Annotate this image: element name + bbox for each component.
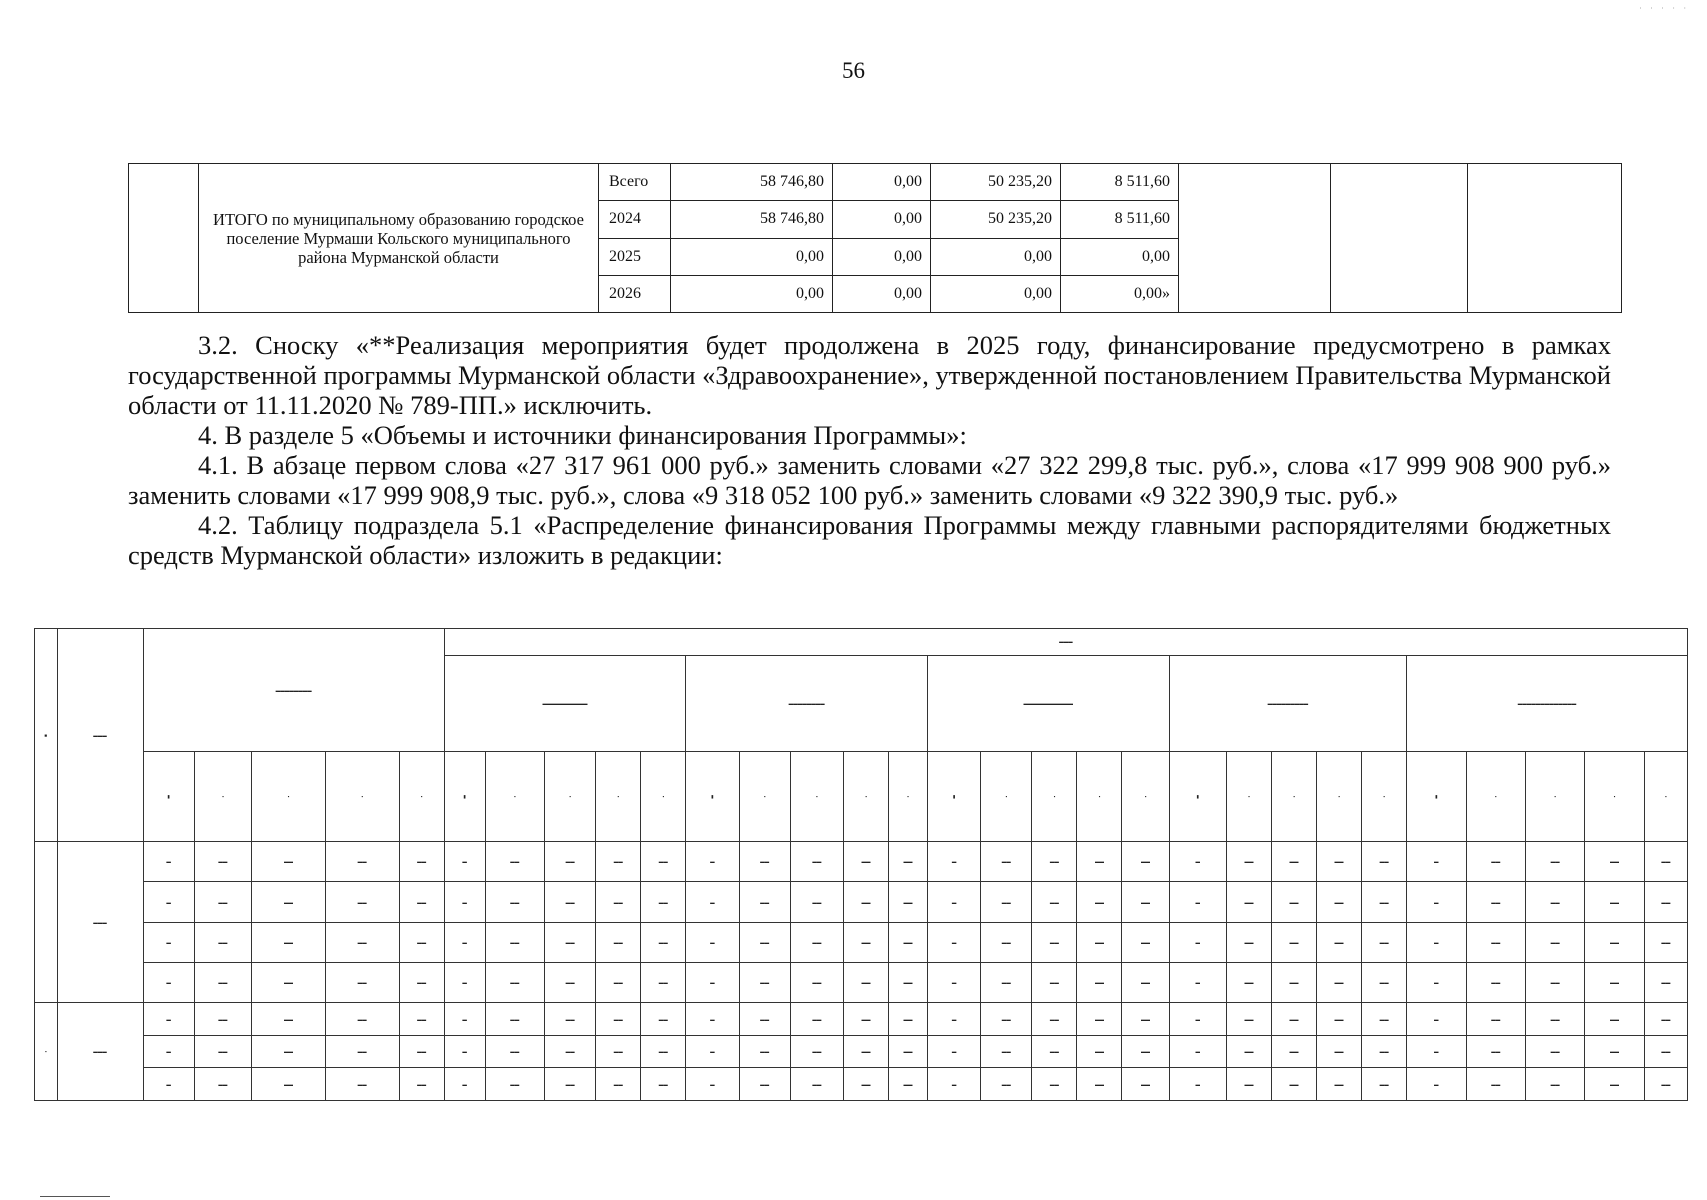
data-cell: ▬▬: [1585, 842, 1644, 882]
data-cell: ▬▬: [889, 1003, 928, 1036]
data-cell: ▬▬: [252, 1068, 326, 1101]
data-cell: ▬: [686, 882, 739, 922]
paragraph: 4.1. В абзаце первом слова «27 317 961 000 руб.» заменить словами «27 322 299,8 тыс. руб.», слова «17 999 908 900 руб.» заменить словами «17 999 908,9 тыс. руб.», слова «9 318 052 100 руб.» заменить словами «9 322 390,9 тыс. руб.»: [128, 450, 1611, 510]
value-cell: 0,00: [833, 275, 931, 312]
data-cell: ▬▬: [790, 1035, 843, 1068]
data-cell: ▬▬: [1077, 1068, 1122, 1101]
header-cell: ▬▬▬▬▬▬▬▬▬▬▬: [927, 655, 1169, 751]
data-cell: ▬▬: [544, 922, 595, 962]
data-cell: ▬: [444, 1068, 485, 1101]
data-cell: ▬▬: [544, 1068, 595, 1101]
header-cell: ▪: [1585, 752, 1644, 842]
value-cell: 0,00: [931, 275, 1061, 312]
data-cell: ▬▬: [1122, 922, 1169, 962]
data-cell: ▬: [927, 1003, 980, 1036]
data-cell: ▬: [1169, 922, 1226, 962]
data-cell: ▬▬: [325, 1035, 399, 1068]
data-cell: ▬: [1169, 963, 1226, 1003]
data-cell: ▬▬: [981, 882, 1032, 922]
value-cell: 50 235,20: [931, 164, 1061, 201]
data-cell: ▬▬: [981, 1035, 1032, 1068]
data-cell: ▬▬: [544, 1003, 595, 1036]
data-cell: ▬: [1169, 1003, 1226, 1036]
data-cell: ▬▬: [1032, 842, 1077, 882]
data-cell: ▬: [686, 842, 739, 882]
data-cell: ▬▬: [194, 963, 251, 1003]
data-cell: ▬▬: [1644, 922, 1687, 962]
data-cell: ▬▬: [1525, 922, 1584, 962]
header-cell: ▪: [596, 752, 641, 842]
data-cell: ▬: [1407, 922, 1466, 962]
data-cell: ▬▬: [1032, 882, 1077, 922]
value-cell: 50 235,20: [931, 201, 1061, 238]
header-cell: ▬▬▬▬▬▬▬▬▬▬▬▬▬: [1407, 655, 1688, 751]
data-cell: ▬▬: [641, 963, 686, 1003]
data-cell: ▬▬: [981, 1003, 1032, 1036]
data-cell: ▬▬: [1317, 1035, 1362, 1068]
data-cell: ▬▬: [790, 1068, 843, 1101]
value-cell: 0,00: [833, 164, 931, 201]
header-cell: ▪: [252, 752, 326, 842]
data-cell: ▬▬: [1362, 842, 1407, 882]
header-cell: ▪: [1122, 752, 1169, 842]
data-cell: ▬▬: [596, 842, 641, 882]
data-cell: ▬▬: [1032, 1068, 1077, 1101]
data-cell: ▬▬: [889, 1035, 928, 1068]
data-cell: ▬▬: [1122, 963, 1169, 1003]
data-cell: ▬▬: [1317, 1068, 1362, 1101]
data-cell: ▬▬: [1032, 922, 1077, 962]
data-cell: ▬▬: [485, 842, 544, 882]
table-row: [35, 1003, 1688, 1036]
row-label-cell: ▬▬▬: [57, 1003, 143, 1101]
data-cell: ▬▬: [325, 963, 399, 1003]
data-cell: ▬▬: [1077, 1003, 1122, 1036]
data-cell: ▬: [927, 963, 980, 1003]
data-cell: ▬: [1407, 882, 1466, 922]
header-cell: ▪: [1644, 752, 1687, 842]
data-cell: ▬▬: [194, 922, 251, 962]
data-cell: ▬▬: [1466, 882, 1525, 922]
data-cell: ▬▬: [596, 1003, 641, 1036]
value-cell: 0,00: [671, 275, 833, 312]
data-cell: ▬▬: [399, 842, 444, 882]
header-cell: ▮: [444, 752, 485, 842]
header-cell: ▪: [399, 752, 444, 842]
data-cell: ▬: [927, 1035, 980, 1068]
data-cell: ▬▬: [1585, 1035, 1644, 1068]
data-cell: ▬▬: [1271, 1068, 1316, 1101]
data-cell: ▬▬: [1362, 1068, 1407, 1101]
data-cell: ▬▬: [1226, 963, 1271, 1003]
data-cell: ▬▬: [485, 1068, 544, 1101]
data-cell: ▬: [927, 882, 980, 922]
data-cell: ▬▬: [399, 882, 444, 922]
value-cell: 0,00: [1061, 238, 1179, 275]
data-cell: ▬▬: [1271, 922, 1316, 962]
data-cell: ▬▬: [1122, 1068, 1169, 1101]
value-cell: 0,00: [833, 201, 931, 238]
data-cell: ▬▬: [981, 842, 1032, 882]
total-label: ИТОГО по муниципальному образованию городское поселение Мурмаши Кольского муниципального района Мурманской области: [199, 164, 599, 313]
data-cell: ▬▬: [596, 1035, 641, 1068]
empty-cell: [1179, 164, 1331, 313]
empty-cell: [1468, 164, 1622, 313]
header-cell: ▮: [1407, 752, 1466, 842]
data-cell: ▬▬: [1466, 842, 1525, 882]
header-cell: ▪: [1077, 752, 1122, 842]
data-cell: ▬▬: [544, 1035, 595, 1068]
data-cell: ▬▬: [485, 963, 544, 1003]
header-cell: ▬▬▬▬▬▬▬▬: [143, 629, 444, 752]
data-cell: ▬▬: [641, 1035, 686, 1068]
data-cell: ▬▬: [981, 963, 1032, 1003]
data-cell: ▬: [927, 922, 980, 962]
data-cell: ▬▬: [252, 1035, 326, 1068]
value-cell: 0,00: [671, 238, 833, 275]
value-cell: 8 511,60: [1061, 201, 1179, 238]
data-cell: ▬▬: [1362, 963, 1407, 1003]
data-cell: ▬: [143, 963, 194, 1003]
data-cell: ▬: [927, 842, 980, 882]
data-cell: ▬▬: [399, 1068, 444, 1101]
data-cell: ▬▬: [1226, 1068, 1271, 1101]
data-cell: ▬: [1407, 963, 1466, 1003]
data-cell: ▬▬: [1585, 963, 1644, 1003]
data-cell: ▬▬: [1032, 963, 1077, 1003]
data-cell: ▬▬: [1077, 963, 1122, 1003]
header-cell: ▮: [686, 752, 739, 842]
amendment-text: [128, 330, 1611, 570]
data-cell: ▬▬: [325, 1003, 399, 1036]
data-cell: ▬: [686, 963, 739, 1003]
data-cell: ▬: [444, 1035, 485, 1068]
data-cell: ▬▬: [1226, 1035, 1271, 1068]
data-cell: ▬▬: [1644, 842, 1687, 882]
data-cell: ▬▬: [1362, 882, 1407, 922]
value-cell: 0,00: [931, 238, 1061, 275]
data-cell: ▬▬: [1466, 1003, 1525, 1036]
data-cell: ▬▬: [544, 882, 595, 922]
header-cell: ▪: [1032, 752, 1077, 842]
data-cell: ▬▬: [485, 1003, 544, 1036]
header-cell: ▪: [194, 752, 251, 842]
data-cell: ▬▬: [889, 842, 928, 882]
data-cell: ▬: [1169, 1035, 1226, 1068]
data-cell: ▬▬: [739, 1068, 790, 1101]
data-cell: ▬▬: [1077, 842, 1122, 882]
data-cell: ▬▬: [1226, 882, 1271, 922]
data-cell: ▬▬: [843, 1035, 888, 1068]
data-cell: ▬: [686, 1068, 739, 1101]
data-cell: ▬▬: [252, 922, 326, 962]
data-cell: ▬▬: [1271, 963, 1316, 1003]
header-cell: ▪: [1466, 752, 1525, 842]
data-cell: ▬: [143, 922, 194, 962]
data-cell: ▬: [1169, 882, 1226, 922]
data-cell: ▬▬: [252, 842, 326, 882]
data-cell: ▬▬: [485, 922, 544, 962]
data-cell: ▬: [143, 1003, 194, 1036]
data-cell: ▬▬: [544, 842, 595, 882]
data-cell: ▬: [444, 963, 485, 1003]
data-cell: ▬▬: [596, 1068, 641, 1101]
header-cell: ▪: [843, 752, 888, 842]
data-cell: ▬▬: [1525, 963, 1584, 1003]
data-cell: ▬▬: [1585, 922, 1644, 962]
data-cell: ▬▬: [325, 842, 399, 882]
data-cell: ▬▬: [1122, 1035, 1169, 1068]
header-cell: ▪: [485, 752, 544, 842]
data-cell: ▬: [1169, 1068, 1226, 1101]
paragraph: 4.2. Таблицу подраздела 5.1 «Распределение финансирования Программы между главными распорядителями бюджетных средств Мурманской области» изложить в редакции:: [128, 510, 1611, 570]
header-cell: ▬▬▬: [444, 629, 1687, 656]
data-cell: ▬▬: [399, 1003, 444, 1036]
header-cell: ▪: [1271, 752, 1316, 842]
data-cell: ▬▬: [1122, 842, 1169, 882]
data-cell: ▬▬: [1226, 1003, 1271, 1036]
data-cell: ▬▬: [739, 963, 790, 1003]
data-cell: ▬▬: [252, 882, 326, 922]
value-cell: 0,00: [833, 238, 931, 275]
header-cell: ■: [35, 629, 58, 842]
data-cell: ▬▬: [889, 882, 928, 922]
summary-table: [128, 163, 1622, 313]
data-cell: ▬▬: [889, 1068, 928, 1101]
data-cell: ▬▬: [1271, 1003, 1316, 1036]
data-cell: ▬▬: [1032, 1003, 1077, 1036]
header-cell: ▬▬▬: [57, 629, 143, 842]
header-cell: ▮: [927, 752, 980, 842]
table-row: [35, 922, 1688, 962]
data-cell: ▬▬: [843, 963, 888, 1003]
data-cell: ▬▬: [1585, 882, 1644, 922]
header-cell: ▪: [889, 752, 928, 842]
data-cell: ▬▬: [739, 842, 790, 882]
data-cell: ▬▬: [325, 922, 399, 962]
data-cell: ▬▬: [1525, 1068, 1584, 1101]
table-row: [129, 164, 1622, 201]
data-cell: ▬▬: [1317, 963, 1362, 1003]
data-cell: ▬: [143, 1035, 194, 1068]
data-cell: ▬: [444, 842, 485, 882]
header-cell: ▪: [981, 752, 1032, 842]
data-cell: ▬▬: [252, 1003, 326, 1036]
data-cell: ▬▬: [1466, 1068, 1525, 1101]
data-cell: ▬: [1407, 1035, 1466, 1068]
year-cell: 2026: [599, 275, 671, 312]
paragraph: 3.2. Сноску «**Реализация мероприятия будет продолжена в 2025 году, финансирование предусмотрено в рамках государственной программы Мурманской области «Здравоохранение», утвержденной постановлением Правительства Мурманской области от 11.11.2020 № 789-ПП.» исключить.: [128, 330, 1611, 420]
data-cell: ▬▬: [790, 922, 843, 962]
data-cell: ▬▬: [1585, 1003, 1644, 1036]
data-cell: ▬: [143, 882, 194, 922]
data-cell: ▬▬: [194, 842, 251, 882]
data-cell: ▬: [143, 842, 194, 882]
header-cell: ▬▬▬▬▬▬▬▬▬: [1169, 655, 1407, 751]
data-cell: ▬▬: [1644, 1035, 1687, 1068]
value-cell: 0,00»: [1061, 275, 1179, 312]
data-cell: ▬▬: [843, 882, 888, 922]
data-cell: ▬▬: [790, 842, 843, 882]
data-cell: ▬▬: [596, 963, 641, 1003]
data-cell: ▬▬: [889, 922, 928, 962]
data-cell: ▬▬: [485, 1035, 544, 1068]
data-cell: ▬▬: [1525, 882, 1584, 922]
data-cell: ▬▬: [194, 882, 251, 922]
data-cell: ▬▬: [739, 922, 790, 962]
data-cell: ▬▬: [1317, 842, 1362, 882]
header-cell: ▪: [739, 752, 790, 842]
data-cell: ▬▬: [1317, 1003, 1362, 1036]
header-cell: ▪: [1317, 752, 1362, 842]
data-cell: ▬▬: [1585, 1068, 1644, 1101]
data-cell: ▬: [1407, 1003, 1466, 1036]
data-cell: ▬▬: [641, 882, 686, 922]
data-cell: ▬▬: [325, 1068, 399, 1101]
data-cell: ▬▬: [252, 963, 326, 1003]
year-cell: 2025: [599, 238, 671, 275]
subheader-row: [35, 752, 1688, 842]
data-cell: ▬▬: [790, 882, 843, 922]
header-cell: ▪: [641, 752, 686, 842]
value-cell: 8 511,60: [1061, 164, 1179, 201]
data-cell: ▬▬: [194, 1068, 251, 1101]
data-cell: ▬▬: [981, 1068, 1032, 1101]
data-cell: ▬▬: [1077, 922, 1122, 962]
header-cell: ▪: [1362, 752, 1407, 842]
data-cell: ▬: [686, 1035, 739, 1068]
header-cell: ▪: [1525, 752, 1584, 842]
data-cell: ▬▬: [1644, 1003, 1687, 1036]
data-cell: ▬▬: [596, 882, 641, 922]
table-row: [35, 882, 1688, 922]
data-cell: ▬▬: [1644, 882, 1687, 922]
data-cell: ▬: [1407, 1068, 1466, 1101]
header-cell: ▪: [1226, 752, 1271, 842]
data-cell: ▬▬: [1271, 842, 1316, 882]
financing-distribution-table: [34, 628, 1688, 1101]
header-cell: ▪: [544, 752, 595, 842]
data-cell: ▬▬: [1466, 1035, 1525, 1068]
page-number: 56: [842, 58, 865, 83]
data-cell: ▬▬: [1271, 882, 1316, 922]
table-row: [35, 1068, 1688, 1101]
data-cell: ▬: [1169, 842, 1226, 882]
data-cell: ▬▬: [843, 1003, 888, 1036]
data-cell: ▬: [444, 1003, 485, 1036]
data-cell: ▬▬: [1362, 1003, 1407, 1036]
data-cell: ▬▬: [641, 842, 686, 882]
scan-artifact: · · · · ·: [1639, 4, 1689, 13]
header-cell: ▪: [790, 752, 843, 842]
data-cell: ▬▬: [194, 1035, 251, 1068]
data-cell: ▬▬: [1466, 922, 1525, 962]
empty-cell: [1331, 164, 1468, 313]
data-cell: ▬▬: [843, 1068, 888, 1101]
data-cell: ▬: [927, 1068, 980, 1101]
row-label-cell: [35, 842, 58, 1003]
header-cell: ▮: [143, 752, 194, 842]
data-cell: ▬▬: [1226, 842, 1271, 882]
data-cell: ▬▬: [739, 882, 790, 922]
paragraph: 4. В разделе 5 «Объемы и источники финансирования Программы»:: [198, 420, 967, 450]
table-row: [35, 1035, 1688, 1068]
data-cell: ▬▬: [1077, 1035, 1122, 1068]
row-label-cell: ▪: [35, 1003, 58, 1101]
data-cell: ▬▬: [1525, 1035, 1584, 1068]
row-label-cell: ▬▬▬: [57, 842, 143, 1003]
data-cell: ▬▬: [641, 1068, 686, 1101]
data-cell: ▬▬: [739, 1003, 790, 1036]
data-cell: ▬▬: [1226, 922, 1271, 962]
data-cell: ▬: [444, 922, 485, 962]
data-cell: ▬▬: [1077, 882, 1122, 922]
header-cell: ▪: [325, 752, 399, 842]
data-cell: ▬▬: [790, 1003, 843, 1036]
value-cell: 58 746,80: [671, 201, 833, 238]
header-cell: ▮: [1169, 752, 1226, 842]
empty-cell: [129, 164, 199, 313]
data-cell: ▬▬: [325, 882, 399, 922]
data-cell: ▬: [686, 922, 739, 962]
data-cell: ▬: [143, 1068, 194, 1101]
data-cell: ▬▬: [596, 922, 641, 962]
data-cell: ▬▬: [1525, 1003, 1584, 1036]
data-cell: ▬▬: [1466, 963, 1525, 1003]
data-cell: ▬: [444, 882, 485, 922]
header-cell: ▬▬▬▬▬▬▬▬▬▬: [444, 655, 686, 751]
data-cell: ▬▬: [1122, 1003, 1169, 1036]
table-row: [35, 963, 1688, 1003]
data-cell: ▬▬: [889, 963, 928, 1003]
data-cell: ▬: [686, 1003, 739, 1036]
data-cell: ▬: [1407, 842, 1466, 882]
data-cell: ▬▬: [399, 963, 444, 1003]
data-cell: ▬▬: [399, 1035, 444, 1068]
data-cell: ▬▬: [485, 882, 544, 922]
data-cell: ▬▬: [1644, 963, 1687, 1003]
data-cell: ▬▬: [1644, 1068, 1687, 1101]
data-cell: ▬▬: [1525, 842, 1584, 882]
data-cell: ▬▬: [1362, 1035, 1407, 1068]
table-row: [35, 842, 1688, 882]
data-cell: ▬▬: [399, 922, 444, 962]
data-cell: ▬▬: [790, 963, 843, 1003]
year-cell: Всего: [599, 164, 671, 201]
data-cell: ▬▬: [544, 963, 595, 1003]
data-cell: ▬▬: [981, 922, 1032, 962]
header-cell: ▬▬▬▬▬▬▬▬: [686, 655, 928, 751]
data-cell: ▬▬: [1362, 922, 1407, 962]
data-cell: ▬▬: [1122, 882, 1169, 922]
year-cell: 2024: [599, 201, 671, 238]
data-cell: ▬▬: [641, 1003, 686, 1036]
value-cell: 58 746,80: [671, 164, 833, 201]
data-cell: ▬▬: [194, 1003, 251, 1036]
data-cell: ▬▬: [1032, 1035, 1077, 1068]
data-cell: ▬▬: [843, 842, 888, 882]
data-cell: ▬▬: [1317, 922, 1362, 962]
footnote-divider: [40, 1196, 110, 1197]
data-cell: ▬▬: [1271, 1035, 1316, 1068]
data-cell: ▬▬: [641, 922, 686, 962]
data-cell: ▬▬: [1317, 882, 1362, 922]
data-cell: ▬▬: [843, 922, 888, 962]
data-cell: ▬▬: [739, 1035, 790, 1068]
